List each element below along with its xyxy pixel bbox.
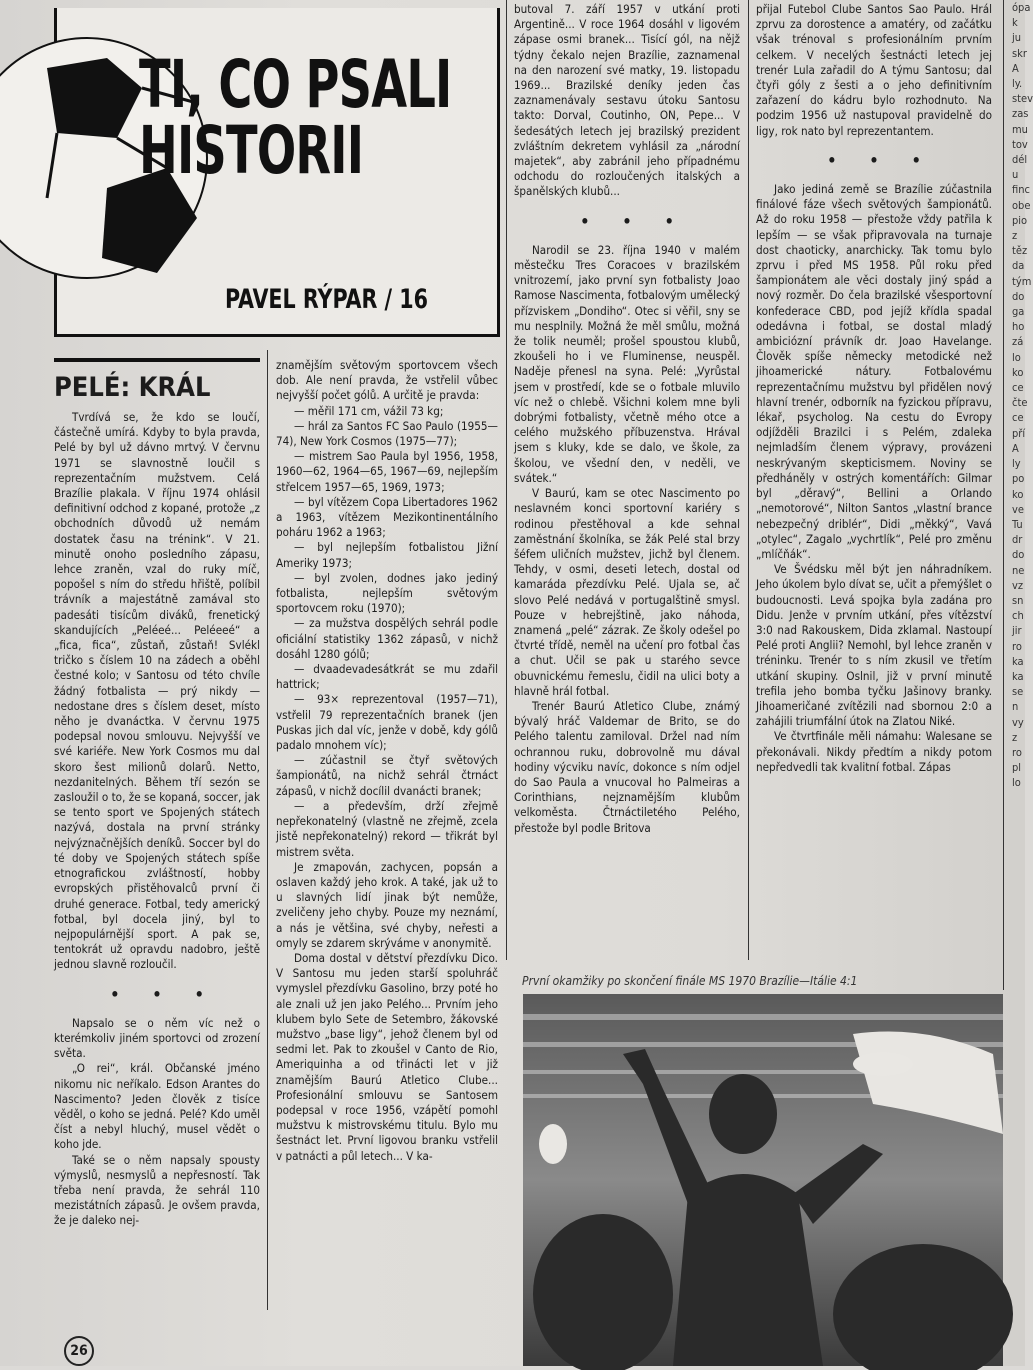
cut-off-fragment: ju [1012,31,1022,45]
column-rule [748,0,749,960]
column-rule [267,350,268,1310]
cut-off-fragment: do [1012,289,1025,303]
column-1 [54,410,260,1330]
col1-paragraph: Napsalo se o něm víc než o kterémkoliv jiném sportovci od zrození světa. [54,1015,260,1061]
column-2 [276,358,498,1313]
col2-list-item: — mistrem Sao Paula byl 1956, 1958, 1960—62, 1964—65, 1967—69, nejlepším střelcem 1957—65, 1969, 1973; [276,449,498,494]
col4-paragraph: Ve Švédsku měl být jen náhradníkem. Jeho úkolem bylo dívat se, učit a přemýšlet o budoucnosti. Levá spojka byla zadána pro Didu. Jenže v prvním utkání, přes vítězství 3:0 nad Rakouskem, Dida zklamal. Nastoupí Pelé proti Anglii? Nemohl, byl lehce zraněn v tréninku. Trenér to s ním zkusil ve třetím utkání skupiny. Oslnil, již v první minutě trefila jeho bomba tyčku Jašinovy branky. Jihoameričané zvítězili nad sbornou 2:0 a zahájili triumfální útok na Zlatou Niké. [756,562,992,729]
col2-list-item: — zúčastnil se čtyř světových šampionátů, na nichž sehrál čtrnáct zápasů, v nichž docílil dvanácti branek; [276,753,498,798]
photo-pele-celebration [523,994,1003,1366]
cut-off-fragment: zas [1012,107,1029,121]
title-box [54,8,500,337]
cut-off-fragment: pio [1012,213,1028,227]
cut-off-fragment: těz [1012,244,1028,258]
cut-off-fragment: ne [1012,563,1025,577]
col3-paragraph: V Baurú, kam se otec Nascimento po neslavném konci sportovní kariéry s rodinou přestěhoval a kde sehnal zaměstnání školníka, se žák Pelé stal brzy šéfem uličních mužstev, jichž byl členem. Tehdy, v osmi, deseti letech, dostal od kamaráda přezdívku Pelé. Ujala se, ač slovo Pelé nedává v portugalštině smysl. Pouze v hebrejštině, jako náhoda, znamená „pelé“ zázrak. Ze školy odešel po čtvrté třídě, neměl na učení pro fotbal čas a chut. Učil se pak u starého sevce obuvnickému řemeslu, čidil na ulici boty a hlavně hrál fotbal. [514,486,740,698]
cut-off-fragment: ka [1012,654,1024,668]
col2-list-item: — hrál za Santos FC Sao Paulo (1955—74), New York Cosmos (1975—77); [276,418,498,449]
cut-off-fragment: ly [1012,457,1021,471]
cut-off-fragment: zá [1012,335,1024,349]
cut-off-fragment: z [1012,229,1018,243]
cut-off-fragment: ly. [1012,77,1023,91]
cut-off-fragment: ch [1012,609,1024,623]
col2-paragraph: Je zmapován, zachycen, popsán a oslaven každý jeho krok. A také, jak už to u slavných lidí jinak být nemůže, zveličeny jeho chyby. Pouze my neznámí, a nás je většina, své chyby, neřesti a omyly se zdarem skrýváme v anonymitě. [276,859,498,950]
photo-illustration [523,994,1003,1366]
cut-off-fragment: lo [1012,776,1021,790]
cut-off-fragment: vy [1012,715,1024,729]
cut-off-fragment: ro [1012,639,1022,653]
cut-off-fragment: jir [1012,624,1022,638]
section-divider: • • • [110,984,218,1004]
cut-off-fragment: ka [1012,669,1024,683]
col1-paragraph: Také se o něm napsaly spousty výmyslů, nesmyslů a nepřesností. Tak třeba není pravda, že sehrál 110 mezistátních zápasů. Je ovšem pravda, že je daleko nej- [54,1152,260,1228]
cut-off-fragment: tým [1012,274,1032,288]
cut-off-fragment: ro [1012,745,1022,759]
cut-off-fragment: dr [1012,533,1023,547]
section-heading: PELÉ: KRÁL [54,358,260,403]
column-rule [506,0,507,960]
headline-line1: TI, CO PSALI [139,46,452,123]
col3-paragraph: butoval 7. září 1957 v utkání proti Argentině... V roce 1964 dosáhl v ligovém zápase osmi branek... Tisící gól, na nějž týdny čekalo nejen Brazílie, zaznamenal na den narození své matky, 19. listopadu 1969... Brazilské deníky jeden čas zaznamenávaly sestavu útoku Santosu takto: Dorval, Coutinho, ON, Pepe... V šedesátých letech jej brazilský prezident zvláštním dekretem vyhlásil za „národní majetek“, aby zabránil jeho případnému odchodu do rozloučených italských a španělských klubů... [514,2,740,199]
col1-paragraph: „O rei“, král. Občanské jméno nikomu nic neříkalo. Edson Arantes do Nascimento? Jeden člověk z tisíce věděl, o koho se jedná. Pelé? Kdo uměl číst a nebyl hluchý, musel vědět o koho jde. [54,1061,260,1152]
col4-paragraph: Jako jediná země se Brazílie zúčastnila finálové fáze všech světových šampionátů. Až do roku 1958 — přestože vždy patřila k lepším — se však připravovala na turnaje dost chaoticky, anarchicky. Tak tomu bylo zprvu i před MS 1958. Půl roku před šampionátem ale věci dostaly jiný spád a nový rozměr. Do čela brazilské všesportovní konfederace CBD, pod jejíž křídla spadal odedávna i fotbal, se dostal mladý ambiciózní právník dr. Joao Havelange. Člověk spíše německy metodické než jihoamerické nátury. Fotbalovému reprezentačnímu mužstvu byl přidělen nový hlavní trenér, odborník na fyzickou přípravu, lékař, psycholog. Na cestu do Evropy odjížděli Brazilci i s Pelém, zdaleka nejmladším členem výpravy, provázeni neskrývaným skepticismem. Noviny se předháněly v ostrých komentářích: Gilmar byl „děravý“, Bellini a Orlando „nemotorové“, Nilton Santos „vlastní brance nebezpečný driblér“, Didi „měkký“, Vavá „otylec“, Zagalo „vychrtlík“, Pelé pro změnu „mlíčňák“. [756,182,992,561]
cut-off-fragment: skr [1012,46,1027,60]
cut-off-fragment: A [1012,441,1019,455]
col2-list-item: — měřil 171 cm, vážil 73 kg; [294,403,444,418]
cut-off-fragment: pří [1012,426,1026,440]
cut-off-fragment: ve [1012,502,1024,516]
cut-off-fragment: dél [1012,153,1028,167]
author-byline: PAVEL RÝPAR / 16 [225,284,429,315]
cut-off-fragment: lo [1012,350,1021,364]
column-rule [1003,0,1004,990]
cut-off-fragment: pl [1012,761,1022,775]
col3-paragraph: Trenér Baurú Atletico Clube, známý bývalý hráč Valdemar de Brito, se do Pelého talentu zamiloval. Držel nad ním ochrannou ruku, dobrovolně mu dával hodiny výcviku navíc, dokonce s ním odjel do Sao Paula a vnucoval ho Palmeiras a Corinthians, nejznamějším klubům velkoměsta. Čtrnáctiletého Pelého, přestože byl podle Britova [514,698,740,835]
col2-paragraph: Doma dostal v dětství přezdívku Dico. V Santosu mu jeden starší spoluhráč vymyslel přezdívku Gasolino, brzy poté ho ale znali už jen jako Pelého... Prvním jeho klubem bylo Sete de Setembro, žákovské mužstvo „base ligy“, jehož členem byl od sedmi let. Pak to zkoušel v Canto de Rio, Ameriquinha a od třinácti let v již znamějším Baurú Atletico Clube... Profesionální smlouvu se Santosem podepsal v roce 1956, vzápětí pomohl mužstvu k mistrovskému titulu. Bylo mu šestnáct let. První ligovou branku vstřelil v patnácti a půl letech... V ka- [276,950,498,1163]
col2-list-item: — a především, drží zřejmě nepřekonatelný (vlastně ne zřejmě, zcela jistě nepřekonatelný) rekord — třikrát byl mistrem světa. [276,798,498,859]
column-3 [514,2,740,972]
col2-list-item: — 93× reprezentoval (1957—71), vstřelil 79 reprezentačních branek (jen Puskas jich dal víc, jenže v době, kdy gólů padalo mnohem víc); [276,692,498,753]
cut-off-fragment: Tu [1012,517,1023,531]
cut-off-fragment: z [1012,730,1018,744]
cut-off-fragment: ce [1012,411,1024,425]
section-divider: • • • [580,211,688,231]
cut-off-fragment: ko [1012,365,1024,379]
cut-off-fragment: A [1012,61,1019,75]
cut-off-fragment: stev [1012,92,1033,106]
cut-off-fragment: ho [1012,320,1025,334]
cut-off-fragment: obe [1012,198,1031,212]
col1-paragraph: Tvrdívá se, že kdo se loučí, částečně umírá. Kdyby to byla pravda, Pelé by byl už dávno mrtvý. V červnu 1971 se slavnostně loučil s reprezentačním mužstvem. Celá Brazílie plakala. V říjnu 1974 ohlásil definitivní odchod z kopané, protože „z obchodních důvodů už nemám dostatek času na trénink“. V 21. minutě onoho posledního zápasu, lehce zraněn, vzal do ruky míč, popošel s ním do středu hřiště, políbil trávník a majestátně zamával sto padesáti tisícům diváků, frenetický skandujících „Peléeé... Peléeeé“ a „fica, fica“, zůstaň, zůstaň! Svlékl tričko s číslem 10 na zádech a oběhl čestné kolo; v Santosu od této chvíle žádný fotbalista — prý nikdy — nedostane dres s číslem deset, místo něho je dvanáctka. V červnu 1975 podepsal novou smlouvu. Nejvyšší ve své kariéře. New York Cosmos mu dal skoro šest milionů dolarů. Netto, nezdanitelných. Během tří sezón se zasloužil o to, že se kopaná, soccer, jak se tento sport ve Spojených státech nazývá, dostala na první stránky nejvýznačnějších deníků. Soccer byl do té doby ve Spojených státech spíše etnografickou zvláštností, hobby evropských přistěhovalců první či druhé generace. Fotbal, tedy americký fotbal, byl docela jiný, byl to nejpopulárnější sport. A pak se, tentokrát už opravdu nadobro, ještě jednou slavně rozloučil. [54,410,260,972]
cut-off-fragment: ko [1012,487,1024,501]
cut-off-fragment: tov [1012,137,1028,151]
cut-off-fragment: mu [1012,122,1028,136]
cut-off-column [1012,0,1033,791]
col2-list-item: — byl vítězem Copa Libertadores 1962 a 1963, vítězem Mezikontinentálního poháru 1962 a 1963; [276,494,498,540]
col4-paragraph: přijal Futebol Clube Santos Sao Paulo. Hrál zprvu za dorostence a amatéry, od začátku však trénoval s profesionálním prvním celkem. V necelých šestnácti letech jej trenér Lula zařadil do A týmu Santosu; dal čtyři góly z šesti a o jeho definitivním zařazení do kádru bylo rozhodnuto. Na podzim 1956 už nastupoval pravidelně do ligy, rok nato byl reprezentantem. [756,2,992,138]
col2-list-item: — dvaadevadesátkrát se mu zdařil hattrick; [276,662,498,692]
cut-off-fragment: da [1012,259,1025,273]
col2-list-item: — byl nejlepším fotbalistou Jižní Ameriky 1973; [276,540,498,570]
cut-off-fragment: ga [1012,305,1025,319]
cut-off-fragment: u [1012,168,1019,182]
col2-list-item: — byl zvolen, dodnes jako jediný fotbalista, nejlepším světovým sportovcem roku (1970); [276,570,498,616]
cut-off-fragment: k [1012,16,1018,30]
col4-paragraph: Ve čtvrtfinále měli námahu: Walesane se překonávali. Nikdy předtím a nikdy potom nepředvedli tak kvalitní fotbal. Zápas [756,729,992,774]
col3-paragraph: Narodil se 23. října 1940 v malém městečku Tres Coracoes v brazilském vnitrozemí, jako první syn fotbalisty Joao Ramose Nascimenta, fotbalovým umělecký přízviskem „Dondiho“. Otec si věřil, sny se mu nesplnily. Možná že měl smůlu, možná že tolik neuměl; prošel spoustou klubů, zkoušeli ho i ve Fluminense, neuspěl. Naděje přenesl na syna. Pelé: „Vyrůstal jsem v prostředí, kde se o fotbale mluvilo víc než o chlebě. Všichni kolem mne byli dobrými fotbalisty, včetně mého otce a celého mužského příbuzenstva. Hrával jsem s kluky, kde se dalo, ve škole, za školou, ve všední den, v neděli, ve svátek.“ [514,242,740,485]
cut-off-fragment: čte [1012,396,1028,410]
cut-off-fragment: do [1012,548,1025,562]
cut-off-fragment: ce [1012,381,1024,395]
col2-list-item: — za mužstva dospělých sehrál podle oficiální statistiky 1362 zápasů, v nichž dosáhl 1280 gólů; [276,616,498,661]
headline-line2: HISTORII [139,112,364,189]
cut-off-fragment: se [1012,685,1024,699]
column-4 [756,2,992,972]
cut-off-fragment: n [1012,700,1019,714]
cut-off-fragment: vz [1012,578,1024,592]
headline [139,46,452,189]
photo-caption: První okamžiky po skončení finále MS 1970 Brazílie—Itálie 4:1 [522,974,858,988]
col2-paragraph: znamějším světovým sportovcem všech dob. Ale není pravda, že vstřelil vůbec nejvyšší počet gólů. A určitě je pravda: [276,358,498,403]
cut-off-fragment: ópa [1012,1,1031,14]
cut-off-fragment: po [1012,472,1025,486]
cut-off-fragment: finc [1012,183,1030,197]
section-divider: • • • [827,150,935,170]
cut-off-fragment: sn [1012,593,1024,607]
page-number: 26 [64,1336,94,1366]
